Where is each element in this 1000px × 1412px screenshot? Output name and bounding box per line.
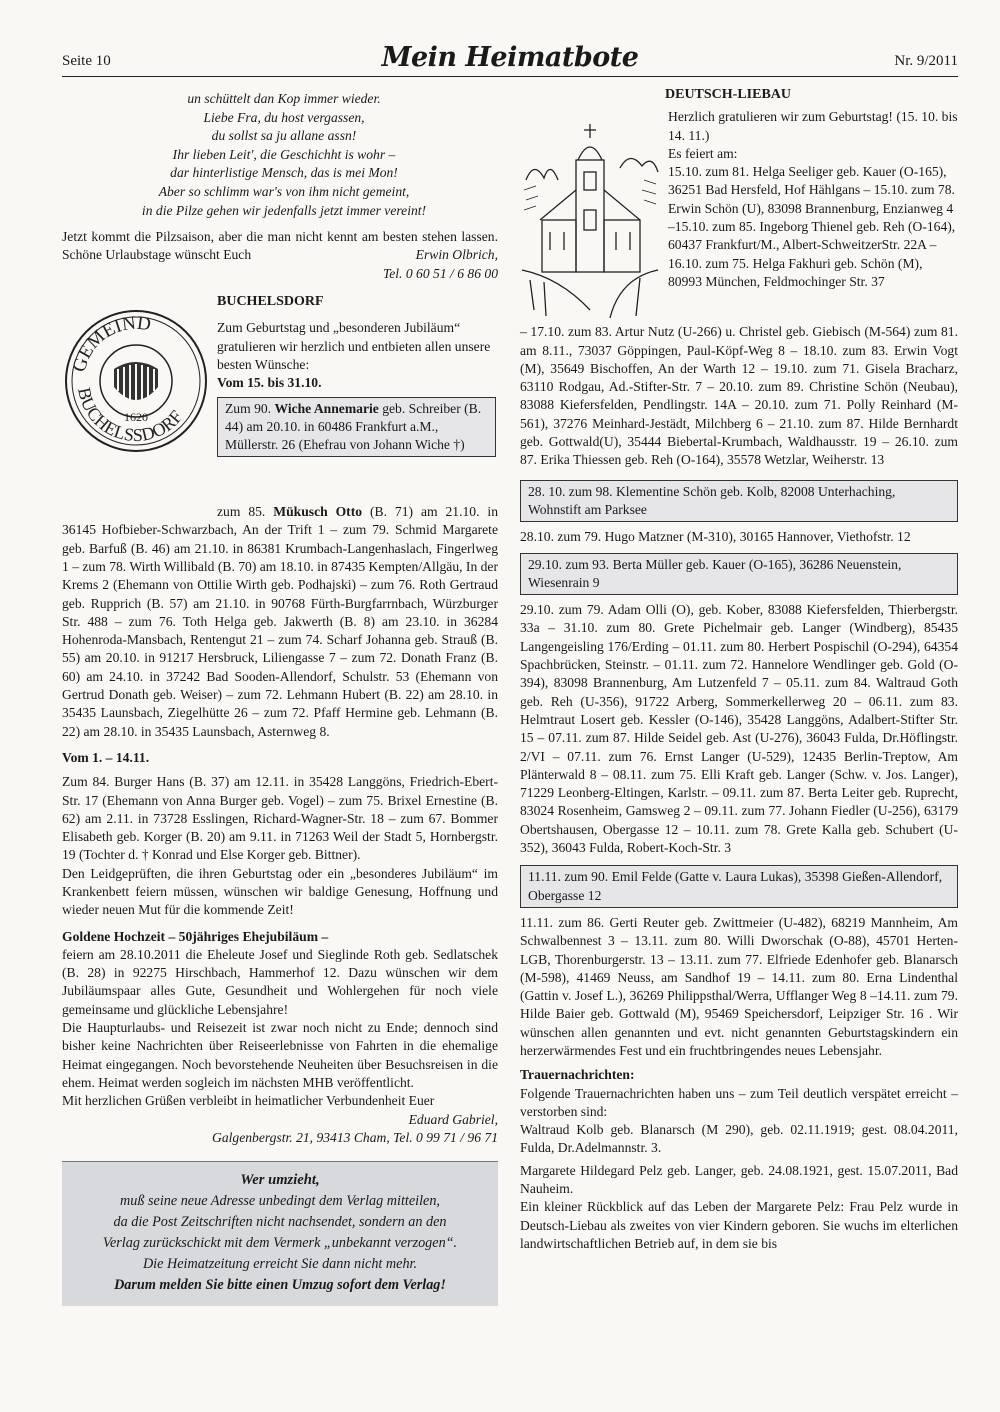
- buchelsdorf-intro: [62, 293, 498, 453]
- right-column: [520, 86, 958, 1253]
- dl-birthdays-2: – 17.10. zum 83. Artur Nutz (U-266) u. Christel geb. Giebisch (M-564) zum 81. am 8.11., 73037 Göppingen, Paul-Köpf-Weg 8 – 18.10. zum 83. Erwin Vogt (M), 35649 Bischoffen, An der Warth 12 – 19.10. zum 71. Gisela Bracharz, 63110 Rodgau, Ad.-Stifter-Str. 7 – 20.10. zum 89. Christine Schön (Neubau), 83088 Kiefersfelden, Pendlingstr. 14A – 20.10. zum 71. Polly Reinhard (M-561), 37276 Meinhard-Jestädt, Milchberg 6 – 21.10. zum 87. Hilde Bernhardt geb. Gottwald(U), 35444 Biebertal-Krumbach, Waldhausstr. 19 – 26.10. zum 87. Erika Thiessen geb. Reh (O-164), 35578 Wetzlar, Weiherstr. 13: [520, 324, 958, 468]
- pilz-paragraph: Jetzt kommt die Pilzsaison, aber die man nicht kennt am besten stehen lassen. Schöne Urlaubstage wünscht Euch Erwin Olbrich,: [62, 228, 498, 265]
- page-header: [62, 42, 958, 88]
- poem-line: dar hinterlistige Mensch, das is mei Mon!: [170, 165, 398, 181]
- page-number: Seite 10: [62, 53, 111, 69]
- notice-line: muß seine neue Adresse unbedingt dem Verlag mitteilen,: [120, 1193, 440, 1210]
- trauer-intro: Folgende Trauernachrichten haben uns – zum Teil deutlich verspätet erreicht – verstorben sind:: [520, 1085, 958, 1119]
- dl-feiert: Es feiert am:: [668, 145, 738, 161]
- poem-line: du sollst sa ju allane assn!: [211, 128, 357, 144]
- notice-line: Verlag zurückschickt mit dem Vermerk „unbekannt verzogen“.: [102, 1235, 458, 1252]
- buchelsdorf-november: Zum 84. Burger Hans (B. 37) am 12.11. in 35428 Langgöns, Friedrich-Ebert-Str. 17 (Ehemann von Anna Burger geb. Vogel) – zum 75. Brixel Ernestine (B. 62) am 2.11. in 73728 Esslingen, Richard-Wagner-Str. 18 – zum 67. Bommer Elisabeth geb. Korger (B. 20) am 9.11. in 71263 Weil der Stadt 5, Hornbergstr. 19 (Tochter d. † Konrad und Else Korger geb. Bittner).: [62, 774, 498, 863]
- seal-year: 1620: [124, 410, 148, 425]
- dl-birthdays-4: 11.11. zum 86. Gerti Reuter geb. Zwittmeier (U-482), 68219 Mannheim, Am Schwalbennest 3 – 13.11. zum 80. Willi Dworschak (O-88), 45701 Herten-LGB, Thorenburgerstr. 13 – 13.11. zum 77. Elfriede Edenhofer geb. Blanarsch (M-598), 41469 Neuss, am Sandhof 19 – 14.11. zum 80. Erna Lindenthal (Gattin v. Josef L.), 36269 Philippsthal/Werra, Ufflanger Weg 8 –14.11. zum 79. Hilde Baier geb. Gottwald (M), 95469 Speichersdorf, Leipziger Str. 16 . Wir wünschen allen genannten und evt. nicht genannten Geburtstagskindern ein herzerwärmendes Fest und ein fruchtbringendes neues Lebensjahr.: [520, 914, 958, 1058]
- deutsch-liebau-list: [668, 108, 958, 291]
- poem-line: un schüttelt dan Kop immer wieder.: [187, 91, 381, 106]
- dl-intro: Herzlich gratulieren wir zum Geburtstag! (15. 10. bis 14. 11.): [668, 109, 958, 143]
- moving-notice-box: [62, 1161, 498, 1306]
- buchelsdorf-birthdays: zum 85. Mükusch Otto (B. 71) am 21.10. in 36145 Hofbieber-Schwarzbach, An der Trift 1 – zum 79. Schmid Margarete geb. Barfuß (B. 46) am 21.10. in 86381 Krumbach-Langenhaslach, Fingerlweg 1 – zum 78. Wirth Willibald (B. 70) am 18.10. in 87435 Kempten/Allgäu, In der Krems 2 (Ehemann von Ottilie Wirth geb. Podhajski) – zum 76. Roth Gertraud geb. Rupprich (B. 57) am 21.10. in 90768 Fürth-Burgfarrnbach, Würzburger Str. 488 – zum 76. Toth Helga geb. Jakwerth (B. 8) am 23.10. in 36284 Hohenroda-Mansbach, Rentengut 21 – zum 74. Scharf Johanna geb. Strauß (B. 55) am 20.10. in 91217 Hersbruck, Liliengasse 7 – zum 72. Donath Franz (B. 60) am 24.10. in 37242 Bad Sooden-Allendorf, Schulstr. 53 (Ehemann von Gertrud Donath geb. Weiser) – zum 72. Lehmann Hubert (B. 22) am 28.10. in 35435 Launsbach, Ziegelhütte 26 – zum 72. Pfaff Hermine geb. Lehmann (B. 22) am 28.10. in 35435 Launsbach, Asternweg 8.: [62, 504, 499, 739]
- masthead-logo: Mein Heimatbote: [381, 42, 639, 73]
- highlight-box: Zum 90. Wiche Annemarie geb. Schreiber (B. 44) am 20.10. in 60486 Frankfurt a.M., Müllerstr. 26 (Ehefrau von Johann Wiche †): [217, 397, 496, 458]
- dl-birthdays-1: 15.10. zum 81. Helga Seeliger geb. Kauer (O-165), 36251 Bad Hersfeld, Hof Hählgans – 15.10. zum 78. Erwin Schön (U), 83098 Brannenburg, Enzianweg 4 –15.10. zum 85. Ingeborg Thienel geb. Reh (O-164), 60437 Frankfurt/M., Albert-SchweitzerStr. 22A – 16.10. zum 75. Helga Fakhuri geb. Schön (M), 80993 München, Feldmochinger Str. 37: [668, 164, 956, 289]
- header-rule: [62, 76, 958, 77]
- period-heading-2: Vom 1. – 14.11.: [62, 749, 150, 765]
- notice-line: da die Post Zeitschriften nicht nachsendet, sondern an den: [113, 1214, 447, 1231]
- buchelsdorf-header: [217, 293, 498, 461]
- greeting-name: Eduard Gabriel,: [408, 1111, 498, 1127]
- seal-text-bottom: BUCHELSSDORF: [74, 385, 187, 446]
- trauer-title: Trauernachrichten:: [520, 1067, 635, 1083]
- dl-birthdays-3: 29.10. zum 79. Adam Olli (O), geb. Kober, 83088 Kiefersfelden, Thierbergstr. 33a – 31.10. zum 80. Grete Pichelmair geb. Langer (Windberg), 85435 Langengeisling 176/Erding – 01.11. zum 80. Herbert Pospischil (O-294), 64354 Spachbrücken, Steinstr. – 01.11. zum 72. Hannelore Wendlinger geb. Gold (O-394), 83098 Brannenburg, Am Lutzenfeld 7 – 05.11. zum 84. Waltraud Goth geb. Reh (U-356), 91722 Arberg, Sommerkellerweg 20 – 06.11. zum 83. Helmtraut Losert geb. Kessler (O-146), 35428 Langgöns, Adalbert-Stifter Str. 15 – 07.11. zum 87. Hilde Seidel geb. Ast (U-276), 36043 Fulda, Dr.Höflingstr. 2/VI – 07.11. zum 76. Ernst Langer (U-529), 12435 Berlin-Treptow, Am Plänterwald 8 – 08.11. zum 75. Elli Kraft geb. Langer (Schw. v. Jos. Langer), 71229 Leonberg-Eltingen, Karlstr. – 09.11. zum 87. Berta Leiter geb. Ruprecht, 83024 Rosenheim, Gamsweg 2 – 09.11. zum 77. Johann Fiedler (U-256), 63179 Obertshausen, Obergasse 12 – 10.11. zum 78. Grete Kalla geb. Schubert (U-352), 36043 Fulda, Robert-Koch-Str. 3: [520, 602, 958, 856]
- poem: [62, 90, 498, 220]
- section-title-buchelsdorf: BUCHELSDORF: [217, 294, 324, 310]
- leidgepruefte-paragraph: Den Leidgeprüften, die ihren Geburtstag oder ein „besonderes Jubiläum“ im Krankenbett feiern müssen, wünschen wir baldige Genesung, Hoffnung und wieder neuen Mut für die kommende Zeit!: [62, 865, 498, 918]
- trauer-entry: Waltraud Kolb geb. Blanarsch (M 290), geb. 02.11.1919; gest. 08.04.2011, Fulda, Dr.Adelmannstr. 3.: [520, 1122, 958, 1156]
- dl-hugo: 28.10. zum 79. Hugo Matzner (M-310), 30165 Hannover, Viethofstr. 12: [520, 529, 911, 545]
- highlight-box: 29.10. zum 93. Berta Müller geb. Kauer (O-165), 36286 Neuenstein, Wiesenrain 9: [520, 553, 958, 596]
- notice-title: Wer umzieht,: [240, 1172, 320, 1189]
- gemeinde-seal-icon: [62, 307, 210, 455]
- trauer-entry: Margarete Hildegard Pelz geb. Langer, geb. 24.08.1921, gest. 15.07.2011, Bad Nauheim.: [520, 1162, 958, 1197]
- section-title-deutsch-liebau: DEUTSCH-LIEBAU: [665, 87, 792, 102]
- poem-line: Liebe Fra, du host vergassen,: [203, 109, 365, 125]
- seal-text-top: GEMEIND: [68, 312, 153, 375]
- issue-number: Nr. 9/2011: [894, 53, 958, 69]
- golden-wedding-text: feiern am 28.10.2011 die Eheleute Josef und Sieglinde Roth geb. Sedlatschek (B. 28) in 92275 Hirschbach, Hammerhof 12. Dazu wünschen wir dem Jubiläumspaar alles Gute, Gesundheit und Wohlergehen für noch viele gemeinsame und glückliche Lebensjahre!: [62, 946, 498, 1017]
- pilz-tel: Tel. 0 60 51 / 6 86 00: [382, 265, 498, 281]
- deutsch-liebau-intro: [520, 108, 958, 323]
- notice-last-line: Darum melden Sie bitte einen Umzug sofort dem Verlag!: [114, 1277, 446, 1294]
- pilz-author: Erwin Olbrich,: [415, 247, 498, 263]
- poem-line: in die Pilze gehen wir jedenfalls jetzt immer vereint!: [141, 202, 427, 218]
- highlight-box: 28. 10. zum 98. Klementine Schön geb. Kolb, 82008 Unterhaching, Wohnstift am Parksee: [520, 480, 958, 523]
- period-heading: Vom 15. bis 31.10.: [217, 375, 322, 391]
- travel-paragraph: Die Haupturlaubs- und Reisezeit ist zwar noch nicht zu Ende; dennoch sind bisher keine Nachrichten über Reiseerlebnisse von Fahrten in die ehemalige Heimat eingegangen. Noch bevorstehende Neuheiten über Besuchsreisen in die ehem. Heimat werden sogleich im nächsten MHB veröffentlicht.: [62, 1020, 498, 1090]
- greeting-address: Galgenbergstr. 21, 93413 Cham, Tel. 0 99 71 / 96 71: [212, 1129, 498, 1145]
- highlight-box: 11.11. zum 90. Emil Felde (Gatte v. Laura Lukas), 35398 Gießen-Allendorf, Obergasse 12: [520, 865, 958, 908]
- trauer-retrospective: Ein kleiner Rückblick auf das Leben der Margarete Pelz: Frau Pelz wurde in Deutsch-Liebau als zweites von vier Kindern geboren. Sie wuchs im elterlichen landwirtschaftlichen Betrieb auf, in dem sie bis: [520, 1199, 958, 1251]
- greeting-paragraph: Mit herzlichen Grüßen verbleibt in heimatlicher Verbundenheit Euer: [62, 1093, 435, 1109]
- buchelsdorf-intro-text: Zum Geburtstag und „besonderen Jubiläum“ gratulieren wir herzlich und entbieten allen unsere besten Wünsche:: [217, 320, 491, 372]
- poem-line: Ihr lieben Leit', die Geschichht is wohr –: [172, 146, 396, 162]
- poem-line: Aber so schlimm war's von ihm nicht gemeint,: [158, 183, 410, 199]
- notice-line: Die Heimatzeitung erreicht Sie dann nicht mehr.: [142, 1256, 418, 1273]
- church-drawing-icon: [520, 120, 660, 320]
- left-column: [62, 86, 498, 1306]
- golden-wedding-title: Goldene Hochzeit – 50jähriges Ehejubiläum –: [62, 928, 329, 944]
